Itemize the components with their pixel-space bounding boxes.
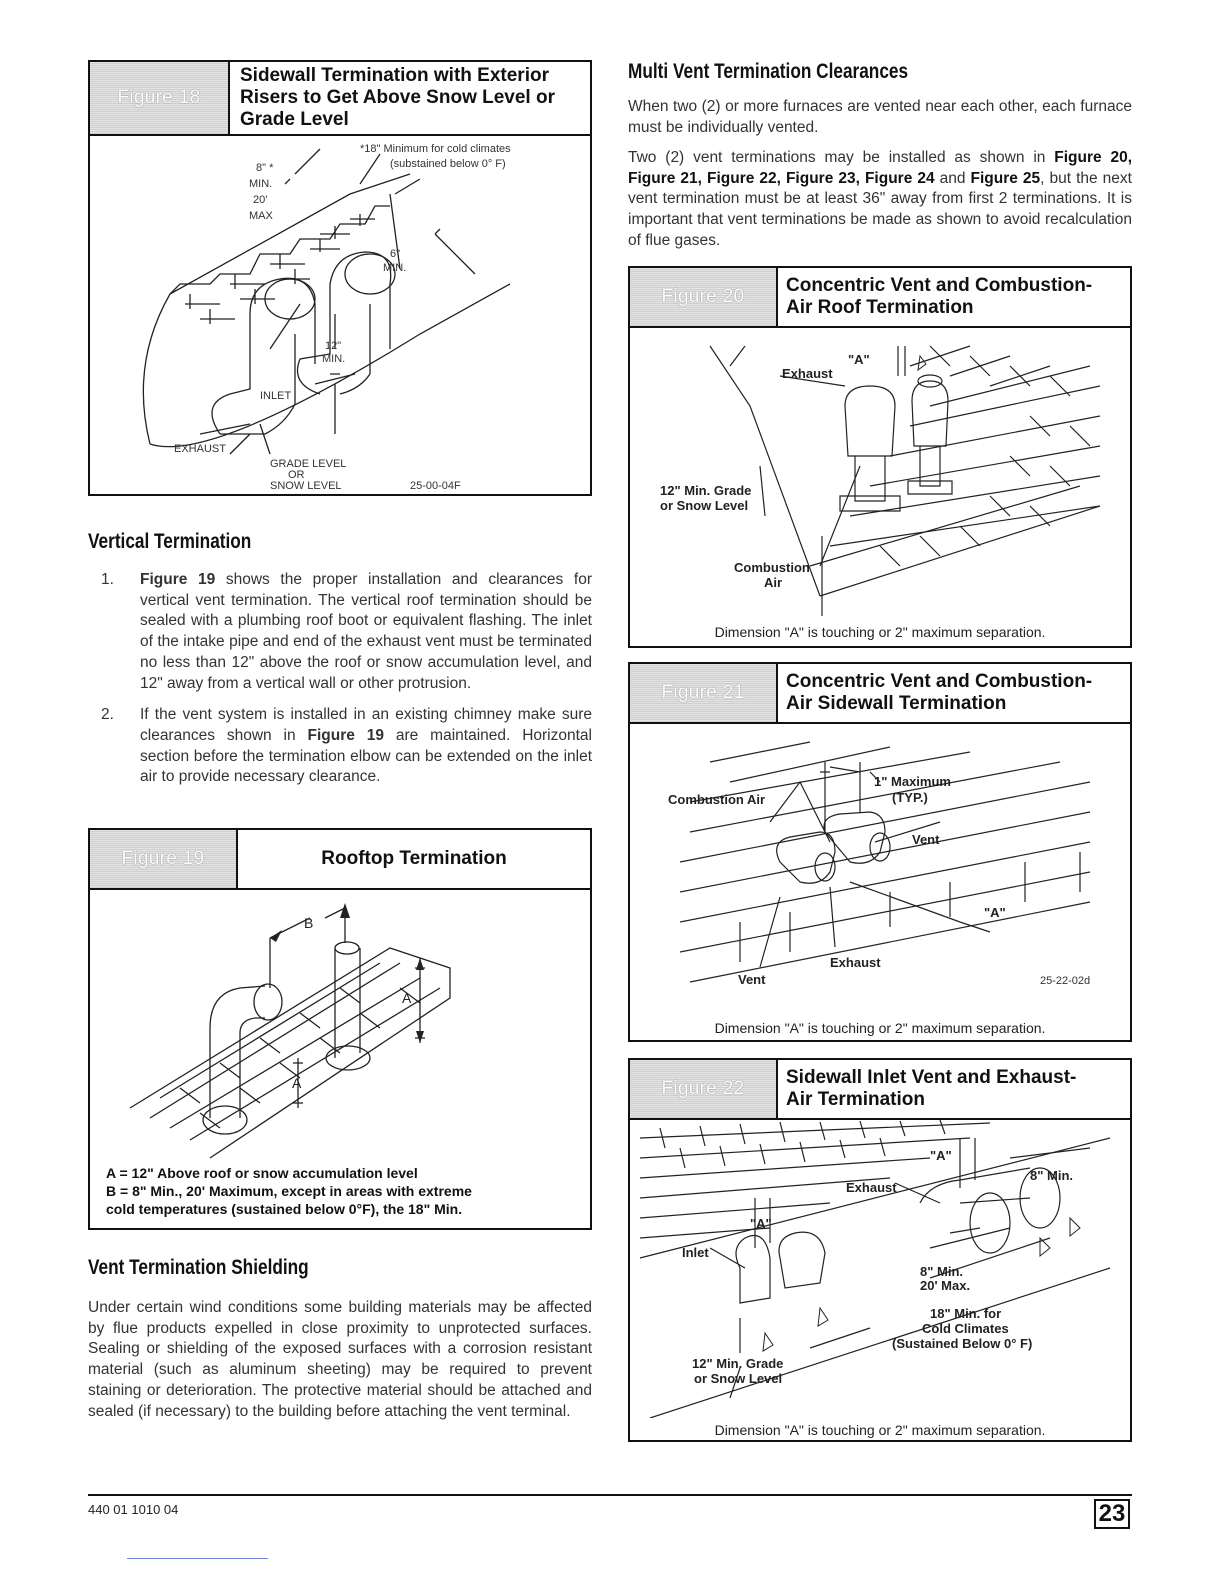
figure-21-caption: Dimension "A" is touching or 2" maximum separation. bbox=[714, 1020, 1046, 1036]
fig18-six-min: MIN. bbox=[383, 262, 407, 274]
figure-19 bbox=[88, 828, 592, 1230]
fig19-b: B bbox=[304, 915, 314, 931]
figure-18-illustration bbox=[90, 134, 590, 494]
shielding-heading: Vent Termination Shielding bbox=[88, 1256, 309, 1279]
figure-20-label: Figure 20 bbox=[630, 268, 778, 326]
fig21-code: 25-22-02d bbox=[1040, 975, 1091, 987]
fig18-exhaust: EXHAUST bbox=[174, 443, 226, 455]
fig22-grade-1: 12" Min. Grade bbox=[692, 1356, 784, 1371]
fig18-twelve-min: MIN. bbox=[322, 353, 346, 365]
fig20-exhaust: Exhaust bbox=[782, 366, 833, 381]
fig20-air: Air bbox=[764, 575, 783, 590]
figure-21-title: Concentric Vent and Combustion- Air Sidewall Termination bbox=[786, 671, 1093, 714]
fig21-typ: (TYP.) bbox=[892, 790, 928, 805]
figure-18 bbox=[88, 60, 592, 496]
figure-21-header bbox=[630, 664, 1130, 724]
figure-19-label: Figure 19 bbox=[90, 830, 238, 888]
figure-18-label: Figure 18 bbox=[90, 62, 230, 134]
fig22-grade-2: or Snow Level bbox=[694, 1371, 783, 1386]
fig21-vent-2: Vent bbox=[738, 972, 766, 987]
vertical-termination-list bbox=[88, 570, 592, 799]
fig21-max: 1" Maximum bbox=[874, 774, 951, 789]
fig18-max20: 20' bbox=[253, 194, 268, 206]
list-item: 2. If the vent system is installed in an existing chimney make sure clearances shown in Figure 19 are maintained. Horizontal section before the termination elbow can be extended on the inlet air to provide necessary clearance. bbox=[101, 706, 592, 786]
figure-22-title: Sidewall Inlet Vent and Exhaust- Air Termination bbox=[786, 1067, 1077, 1110]
figure-19-illustration bbox=[90, 888, 590, 1168]
footer-rule bbox=[88, 1494, 1132, 1496]
fig22-cold-2: Cold Climates bbox=[922, 1321, 1009, 1336]
figure-22-header bbox=[630, 1060, 1130, 1120]
figure-22-caption: Dimension "A" is touching or 2" maximum separation. bbox=[714, 1422, 1046, 1438]
figure-18-header bbox=[90, 62, 590, 136]
fig20-a: "A" bbox=[848, 352, 870, 367]
multi-vent-para-2: Two (2) vent terminations may be installed as shown in Figure 20, Figure 21, Figure 22, Figure 23, Figure 24 and Figure 25, but the next vent termination must be at least 36" away from first 2 terminations. It is important that vent terminations be made as shown to avoid recalculation of flue gases. bbox=[628, 149, 1132, 249]
fig22-min8b: 8" Min. bbox=[920, 1264, 963, 1279]
fig18-min8: 8" * bbox=[256, 162, 274, 174]
shielding-text: Under certain wind conditions some building materials may be affected by flue products expelled in close proximity to unprotected surfaces. Sealing or shielding of the exposed surfaces with a corrosion resistant material (such as aluminum sheeting) may be required to prevent staining or deterioration. The protective material should be attached and sealed (if necessary) to the building before attaching the vent terminal. bbox=[88, 1299, 592, 1420]
figure-20-illustration bbox=[630, 326, 1130, 616]
fig18-inlet: INLET bbox=[260, 390, 292, 402]
fig18-grade: GRADE LEVEL bbox=[270, 458, 347, 470]
figure-22-illustration bbox=[630, 1118, 1130, 1418]
fig19-a: A bbox=[402, 990, 412, 1006]
fig22-a2: "A" bbox=[750, 1216, 772, 1231]
figure-20-title: Concentric Vent and Combustion- Air Roof Termination bbox=[786, 275, 1093, 318]
vertical-termination-heading: Vertical Termination bbox=[88, 530, 252, 553]
fig20-combustion: Combustion bbox=[734, 560, 810, 575]
figure-21 bbox=[628, 662, 1132, 1042]
fig18-twelve: 12" bbox=[325, 340, 342, 352]
fig20-grade-2: or Snow Level bbox=[660, 498, 749, 513]
figure-18-title: Sidewall Termination with Exterior Risers to Get Above Snow Level or Grade Level bbox=[240, 65, 555, 130]
fig18-max: MAX bbox=[249, 210, 273, 222]
figure-22-label: Figure 22 bbox=[630, 1060, 778, 1118]
fig22-max20: 20' Max. bbox=[920, 1278, 971, 1293]
fig22-a1: "A" bbox=[930, 1148, 952, 1163]
figure-20-caption: Dimension "A" is touching or 2" maximum separation. bbox=[714, 624, 1046, 640]
fig18-min: MIN. bbox=[249, 178, 273, 190]
figure-19-title: Rooftop Termination bbox=[321, 848, 507, 869]
fig22-min8: 8" Min. bbox=[1030, 1168, 1073, 1183]
fig18-cold-note: *18" Minimum for cold climates bbox=[360, 143, 511, 155]
fig21-vent: Vent bbox=[912, 832, 940, 847]
link-underline bbox=[127, 1558, 268, 1559]
fig22-cold-1: 18" Min. for bbox=[930, 1306, 1002, 1321]
figure-22 bbox=[628, 1058, 1132, 1442]
multi-vent-heading: Multi Vent Termination Clearances bbox=[628, 60, 909, 83]
document-number: 440 01 1010 04 bbox=[88, 1502, 179, 1517]
fig19-a2: A bbox=[292, 1075, 302, 1091]
figure-19-header bbox=[90, 830, 590, 890]
fig21-combustion-air: Combustion Air bbox=[668, 792, 766, 807]
fig21-a: "A" bbox=[984, 905, 1006, 920]
fig22-inlet: Inlet bbox=[682, 1245, 709, 1260]
fig20-grade-1: 12" Min. Grade bbox=[660, 483, 752, 498]
page-number: 23 bbox=[1094, 1499, 1130, 1529]
list-item: 1. Figure 19 shows the proper installation and clearances for vertical vent termination. The vertical roof termination should be sealed with a plumbing roof boot or equivalent flashing. The inlet of the intake pipe and end of the exhaust vent must be terminated no less than 12" above the roof or snow accumulation level, and 12" away from a vertical wall or other protrusion. bbox=[101, 571, 592, 692]
multi-vent-para-1: When two (2) or more furnaces are vented near each other, each furnace must be individually vented. bbox=[628, 98, 1132, 136]
fig18-code: 25-00-04F bbox=[410, 480, 461, 492]
figure-21-label: Figure 21 bbox=[630, 664, 778, 722]
fig18-cold-note-2: (substained below 0° F) bbox=[390, 158, 506, 170]
fig18-snow: SNOW LEVEL bbox=[270, 480, 342, 492]
figure-20 bbox=[628, 266, 1132, 648]
figure-20-header bbox=[630, 268, 1130, 328]
fig22-exhaust: Exhaust bbox=[846, 1180, 897, 1195]
figure-19-notes: A = 12" Above roof or snow accumulation level B = 8" Min., 20' Maximum, except in areas with extreme cold temperatures (sustained below 0°F), the 18" Min. bbox=[106, 1165, 472, 1217]
figure-21-illustration bbox=[630, 722, 1130, 1012]
fig18-six: 6" bbox=[390, 248, 401, 260]
fig18-or: OR bbox=[288, 469, 305, 481]
fig22-cold-3: (Sustained Below 0° F) bbox=[892, 1336, 1033, 1351]
fig21-exhaust: Exhaust bbox=[830, 955, 881, 970]
